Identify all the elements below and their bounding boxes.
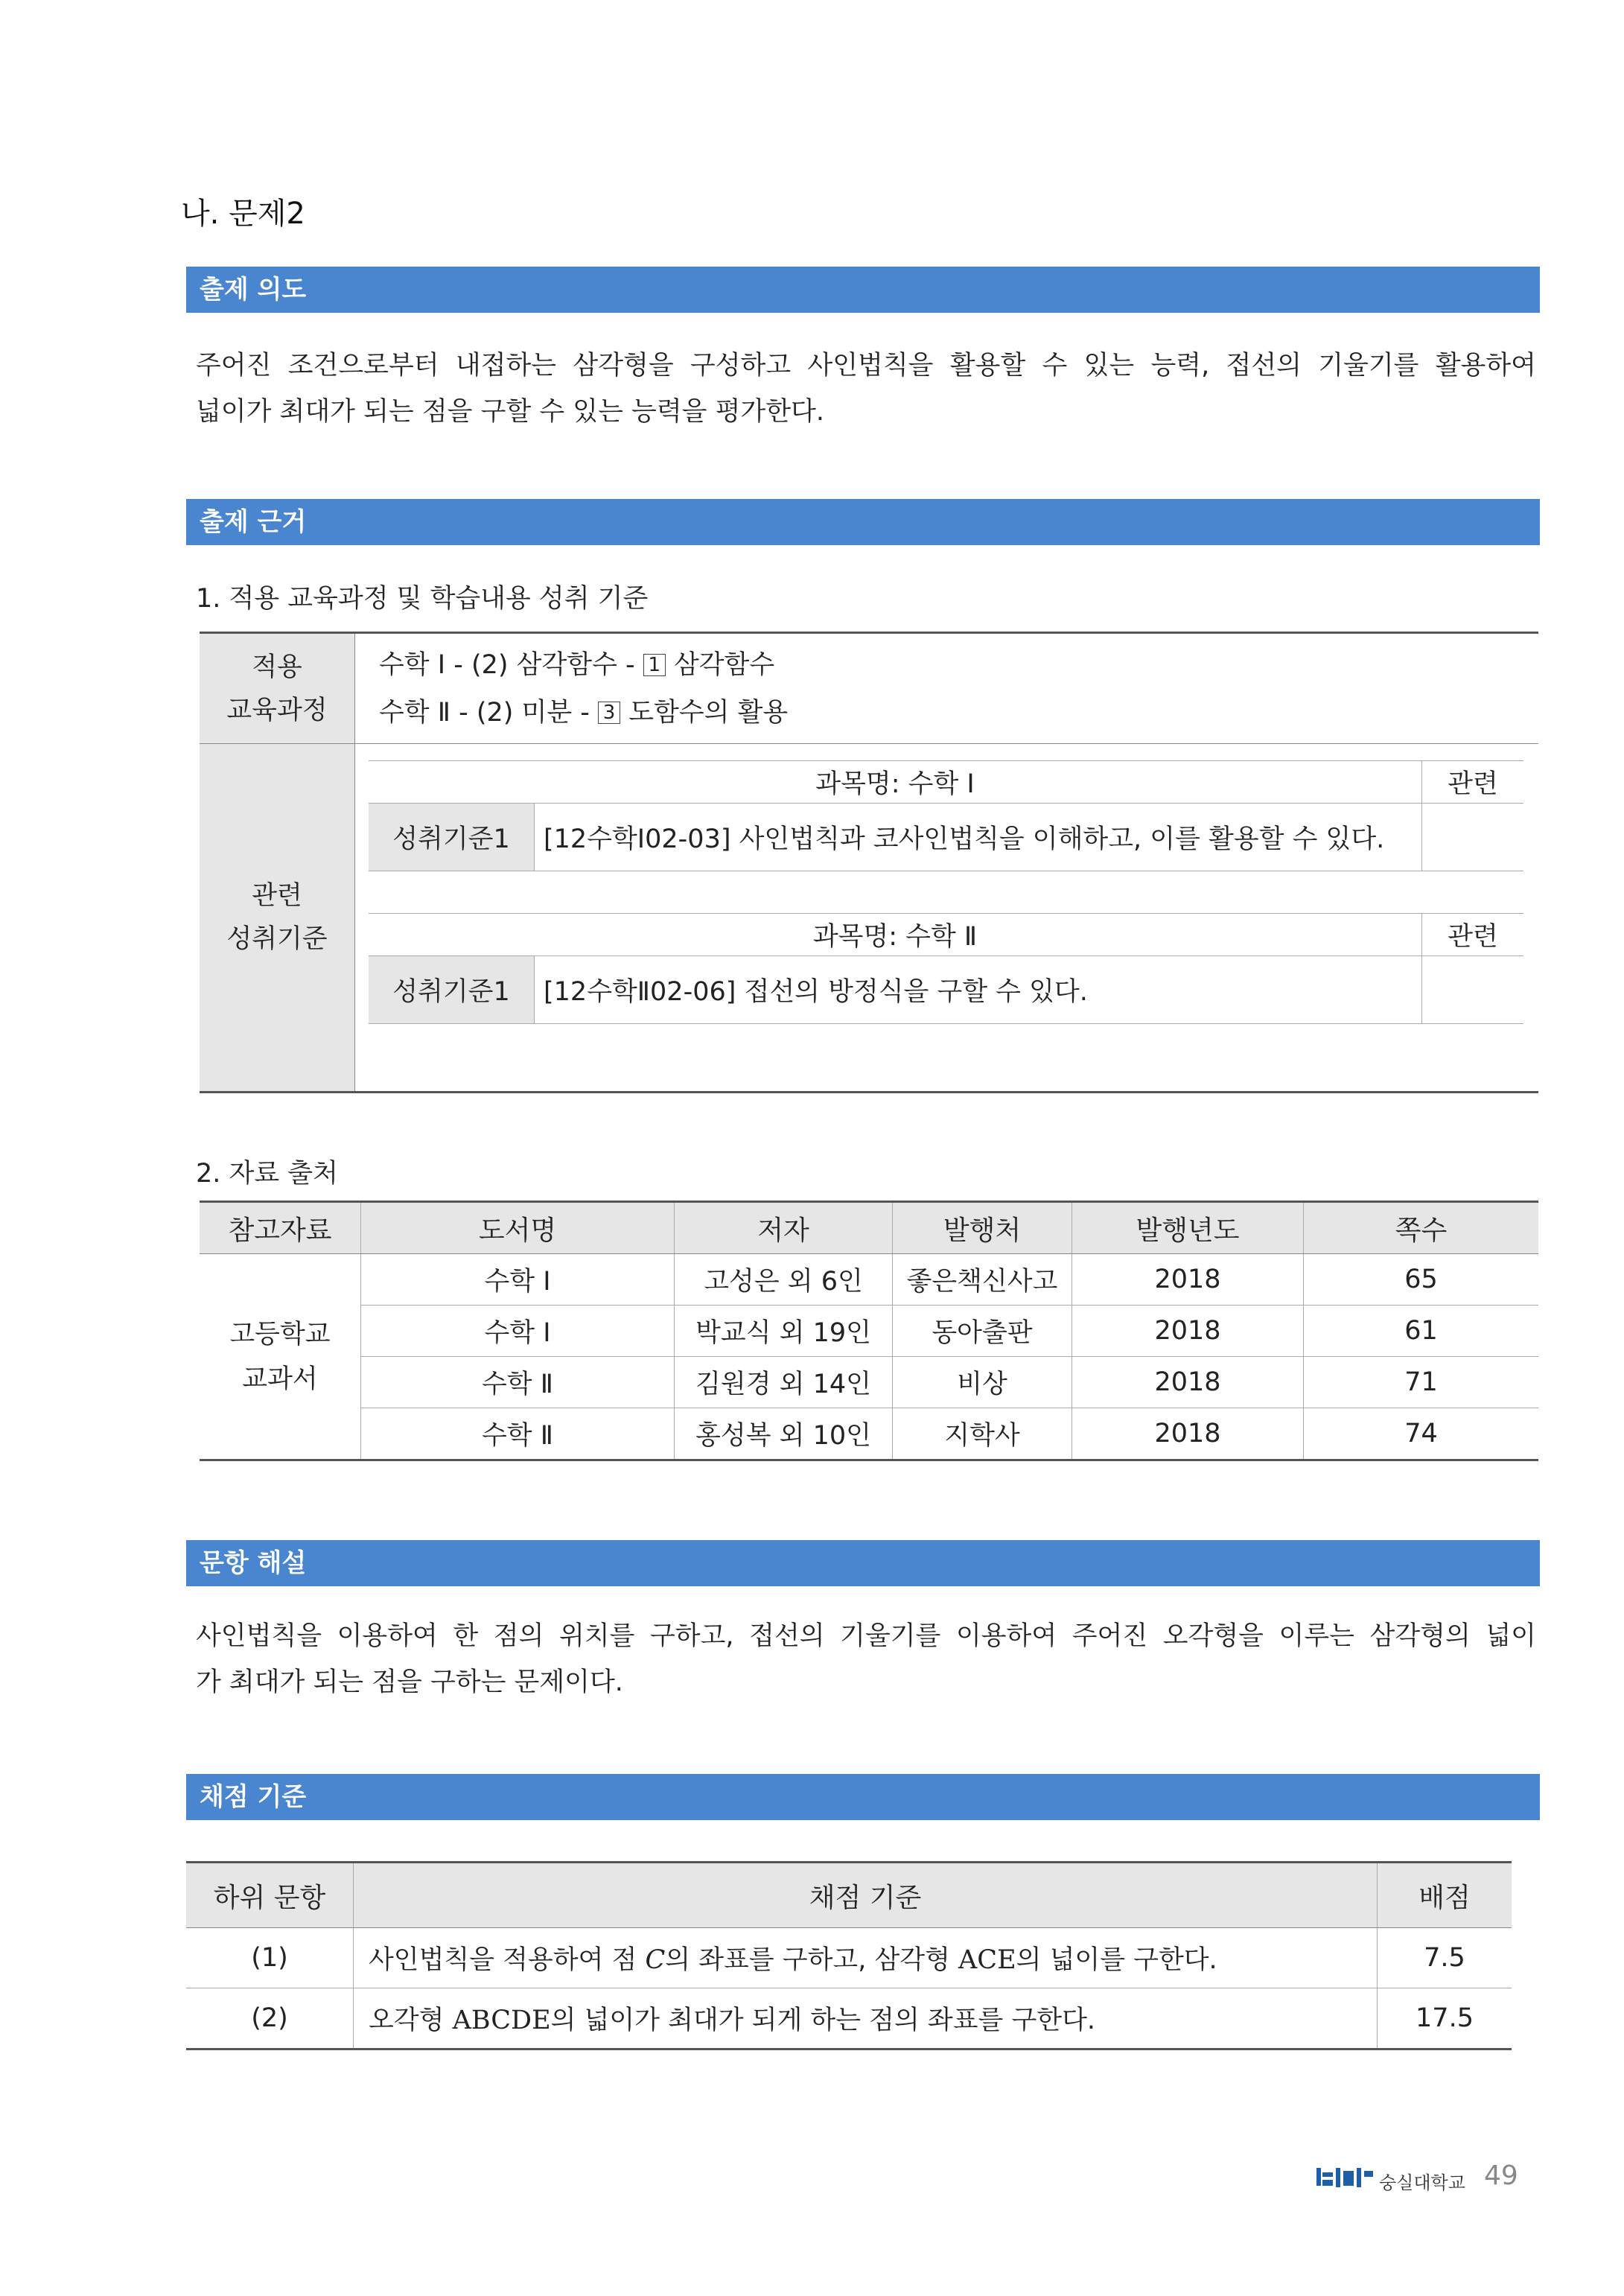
sources-header-page: 쪽수 (1304, 1202, 1539, 1254)
table-row (186, 1988, 1512, 2049)
section-bar-intent: 출제 의도 (186, 267, 1540, 313)
math-var: C (645, 1945, 666, 1975)
source-title: 수학 Ⅱ (361, 1408, 675, 1460)
curriculum-row-2 (379, 689, 1538, 737)
source-page: 65 (1304, 1254, 1539, 1306)
source-author: 박교식 외 19인 (675, 1306, 893, 1357)
standard-text-1: [12수학Ⅰ02-03] 사인법칙과 코사인법칙을 이해하고, 이를 활용할 수 있다. (535, 804, 1422, 871)
table-row (200, 1357, 1538, 1408)
source-title: 수학 Ⅰ (361, 1306, 675, 1357)
table-row (200, 1306, 1538, 1357)
sources-group-line2: 교과서 (242, 1364, 318, 1394)
criteria-text: 오각형 (369, 2006, 445, 2035)
subject-name-1: 과목명: 수학 Ⅰ (369, 761, 1422, 804)
basis-item-1: 1. 적용 교육과정 및 학습내용 성취 기준 (196, 584, 649, 614)
commentary-line-2: 가 최대가 되는 점을 구하는 문제이다. (196, 1667, 623, 1697)
math-var: ABCDE (452, 2006, 551, 2035)
grading-score: 17.5 (1378, 1988, 1512, 2049)
subject-name-2: 과목명: 수학 Ⅱ (369, 914, 1422, 956)
curriculum-content (355, 633, 1539, 744)
sources-group-line1: 고등학교 (229, 1319, 331, 1349)
grading-score: 7.5 (1378, 1928, 1512, 1988)
table-row (200, 1254, 1538, 1306)
source-title: 수학 Ⅰ (361, 1254, 675, 1306)
curriculum-label-line2: 교육과정 (226, 695, 328, 725)
curriculum-label-line1: 적용 (252, 652, 302, 682)
criteria-text: 의 좌표를 구하고, 삼각형 (665, 1945, 950, 1975)
sources-header-publisher: 발행처 (893, 1202, 1072, 1254)
source-page: 61 (1304, 1306, 1539, 1357)
commentary-line-1: 사인법칙을 이용하여 한 점의 위치를 구하고, 접선의 기울기를 이용하여 주어진 오각형을 이루는 삼각형의 넓이 (196, 1621, 1536, 1651)
footer-university: 숭실대학교 (1379, 2172, 1465, 2193)
curriculum-row-1 (379, 641, 1538, 689)
source-author: 김원경 외 14인 (675, 1357, 893, 1408)
basis-item-2: 2. 자료 출처 (196, 1159, 338, 1189)
grading-table (186, 1861, 1512, 2050)
source-year: 2018 (1072, 1357, 1304, 1408)
grading-header-criteria: 채점 기준 (354, 1863, 1378, 1928)
boxed-number-1: 1 (643, 654, 666, 676)
sources-table (200, 1201, 1538, 1461)
intent-line-1: 주어진 조건으로부터 내접하는 삼각형을 구성하고 사인법칙을 활용할 수 있는 능력, 접선의 기울기를 활용하여 (196, 351, 1536, 381)
university-logo-icon (1316, 2165, 1376, 2190)
math-var: ACE (958, 1945, 1016, 1975)
standards-label-line2: 성취기준 (226, 924, 328, 954)
standards-label (200, 744, 355, 1093)
curriculum-row2-text: 수학 Ⅱ - (2) 미분 - (379, 697, 590, 728)
table-row (186, 1928, 1512, 1988)
related-header-1: 관련 (1422, 761, 1524, 804)
table-row (200, 1408, 1538, 1460)
standards-group-1 (369, 760, 1523, 871)
standards-group-2 (369, 913, 1523, 1024)
criteria-text: 의 넓이가 최대가 되게 하는 점의 좌표를 구한다. (550, 2006, 1096, 2035)
sources-header-year: 발행년도 (1072, 1202, 1304, 1254)
sources-header-title: 도서명 (361, 1202, 675, 1254)
sources-header-author: 저자 (675, 1202, 893, 1254)
source-page: 74 (1304, 1408, 1539, 1460)
grading-criteria (354, 1928, 1378, 1988)
source-page: 71 (1304, 1357, 1539, 1408)
standards-label-line1: 관련 (252, 881, 302, 911)
source-year: 2018 (1072, 1254, 1304, 1306)
related-header-2: 관련 (1422, 914, 1524, 956)
related-cell-2 (1422, 956, 1524, 1024)
criteria-text: 사인법칙을 적용하여 점 (369, 1945, 637, 1975)
section-bar-basis: 출제 근거 (186, 499, 1540, 545)
grading-header-score: 배점 (1378, 1863, 1512, 1928)
source-publisher: 지학사 (893, 1408, 1072, 1460)
grading-num: (1) (186, 1928, 354, 1988)
source-publisher: 좋은책신사고 (893, 1254, 1072, 1306)
curriculum-row1-topic: 삼각함수 (673, 649, 775, 680)
source-publisher: 동아출판 (893, 1306, 1072, 1357)
source-author: 홍성복 외 10인 (675, 1408, 893, 1460)
source-publisher: 비상 (893, 1357, 1072, 1408)
criteria-text: 의 넓이를 구한다. (1016, 1945, 1217, 1975)
commentary-paragraph (196, 1613, 1536, 1705)
standard-label-1: 성취기준1 (369, 804, 535, 871)
sources-group-cell (200, 1254, 361, 1460)
curriculum-row1-text: 수학 Ⅰ - (2) 삼각함수 - (379, 649, 635, 680)
curriculum-row2-topic: 도함수의 활용 (628, 697, 789, 728)
source-year: 2018 (1072, 1408, 1304, 1460)
section-bar-grading: 채점 기준 (186, 1774, 1540, 1820)
source-author: 고성은 외 6인 (675, 1254, 893, 1306)
intent-paragraph (196, 343, 1536, 435)
source-title: 수학 Ⅱ (361, 1357, 675, 1408)
curriculum-label (200, 633, 355, 744)
standards-content (355, 744, 1539, 1093)
grading-num: (2) (251, 2003, 288, 2033)
page-number: 49 (1484, 2160, 1518, 2191)
boxed-number-3: 3 (598, 702, 620, 724)
grading-header-sub: 하위 문항 (186, 1863, 354, 1928)
source-year: 2018 (1072, 1306, 1304, 1357)
sources-header-ref: 참고자료 (200, 1202, 361, 1254)
standard-text-2: [12수학Ⅱ02-06] 접선의 방정식을 구할 수 있다. (535, 956, 1422, 1024)
standard-label-2: 성취기준1 (369, 956, 535, 1024)
page-heading: 나. 문제2 (181, 197, 305, 231)
section-bar-commentary: 문항 해설 (186, 1540, 1540, 1586)
intent-line-2: 넓이가 최대가 되는 점을 구할 수 있는 능력을 평가한다. (196, 397, 824, 427)
grading-criteria (354, 1988, 1378, 2049)
related-cell-1 (1422, 804, 1524, 871)
curriculum-table (200, 632, 1538, 1093)
